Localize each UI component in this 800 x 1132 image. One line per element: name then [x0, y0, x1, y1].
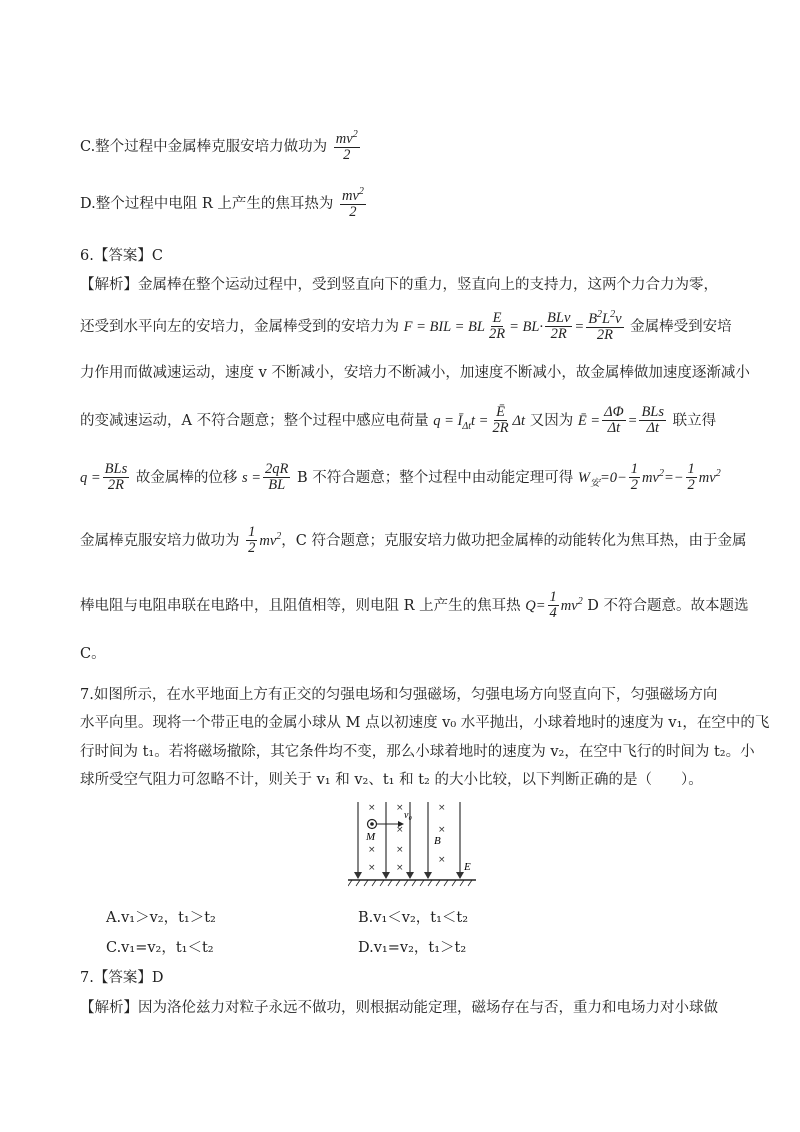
analysis-6-line-1: 【解析】金属棒在整个运动过程中，受到竖直向下的重力，竖直向上的支持力，这两个力合力为零， [80, 277, 718, 293]
svg-text:×: × [438, 855, 446, 865]
answer-7: 7.【答案】D [80, 970, 164, 986]
formula-charge: $q = Ī_{\Delta t}t$ = [433, 413, 489, 432]
q5-option-d: D.整个过程中电阻 R 上产生的焦耳热为 $\frac{mv^2}{2}$ [80, 186, 364, 221]
question-7-line-1: 7.如图所示，在水平地面上方有正交的匀强电场和匀强磁场，匀强电场方向竖直向下，匀强磁场方向 [80, 687, 718, 703]
svg-text:×: × [396, 803, 404, 813]
analysis-7-line-1: 【解析】因为洛伦兹力对粒子永远不做功，则根据动能定理，磁场存在与否，重力和电场力对小球做 [80, 1000, 718, 1016]
option-b: B.v₁＜v₂，t₁＜t₂ [358, 910, 469, 926]
math-fraction: $\frac{mv^2}{2}$ [341, 186, 364, 221]
question-7-line-4: 球所受空气阻力可忽略不计，则关于 v₁ 和 v₂、t₁ 和 t₂ 的大小比较，以下判断正确的是（ ）。 [80, 772, 703, 788]
field-diagram-svg [348, 800, 478, 890]
math-fraction: $\frac{mv^2}{2}$ [335, 129, 358, 164]
e-label: E [464, 861, 471, 873]
analysis-6-line-7: 棒电阻与电阻串联在电路中，且阻值相等，则电阻 R 上产生的焦耳热 Q= $\frac{1}{4}$ $mv^2$ D 不符合题意。故本题选 [80, 589, 749, 622]
analysis-6-line-6: 金属棒克服安培力做功为 $\frac{1}{2}$ $mv^2$，C 符合题意；克服安培力做功把金属棒的动能转化为焦耳热，由于金属 [80, 524, 747, 557]
v0-label: v₀ [404, 810, 412, 821]
svg-text:×: × [396, 845, 404, 855]
field-diagram [348, 800, 478, 894]
svg-text:×: × [438, 825, 446, 835]
svg-text:×: × [438, 803, 446, 813]
analysis-6-line-4: 的变减速运动，A 不符合题意；整个过程中感应电荷量 $q = Ī_{\Delta t}t$ = $\frac{Ē}{2R}$ Δt 又因为 Ē = $\frac{\Delta\Phi}{\Delta t}$ = $\frac{\text{BLs}}{\Delta t}$ 联立得 [80, 404, 717, 437]
svg-text:×: × [368, 845, 376, 855]
svg-text:×: × [396, 825, 404, 835]
svg-text:×: × [368, 803, 376, 813]
b-label: B [434, 835, 441, 847]
q5-option-c: C.整个过程中金属棒克服安培力做功为 $\frac{mv^2}{2}$ [80, 129, 358, 164]
analysis-6-line-8: C。 [80, 646, 106, 662]
svg-text:×: × [396, 863, 404, 873]
option-a: A.v₁＞v₂，t₁＞t₂ [106, 910, 216, 926]
analysis-6-line-5: q = $\frac{\text{BLs}}{2R}$ 故金属棒的位移 s = $\frac{2qR}{BL}$ B 不符合题意；整个过程中由动能定理可得 $W_安=0-$ $\frac{1}{2}$ $mv^2=-$ $\frac{1}{2}$ $mv^2$ [80, 461, 721, 494]
option-d: D.v₁=v₂，t₁＞t₂ [358, 940, 467, 956]
analysis-6-line-3: 力作用而做减速运动，速度 v 不断减小，安培力不断减小，加速度不断减小，故金属棒做加速度逐渐减小 [80, 365, 750, 381]
formula-ampere-force: F = BIL = BL [403, 318, 485, 335]
analysis-6-line-2: 还受到水平向左的安培力，金属棒受到的安培力为 F = BIL = BL $\frac{E}{2R}$ = BL· $\frac{\text{BLv}}{2R}$ = $\frac{B^2L^2v}{2R}$ 金属棒受到安培 [80, 309, 732, 344]
question-7-line-2: 水平向里。现将一个带正电的金属小球从 M 点以初速度 v₀ 水平抛出，小球着地时的速度为 v₁，在空中的飞 [80, 715, 770, 731]
point-m-label: M [366, 831, 376, 843]
question-7-line-3: 行时间为 t₁。若将磁场撤除，其它条件均不变，那么小球着地时的速度为 v₂，在空中飞行的时间为 t₂。小 [80, 744, 755, 760]
option-c: C.v₁=v₂，t₁＜t₂ [106, 940, 214, 956]
answer-6: 6.【答案】C [80, 248, 163, 264]
svg-text:×: × [368, 863, 376, 873]
